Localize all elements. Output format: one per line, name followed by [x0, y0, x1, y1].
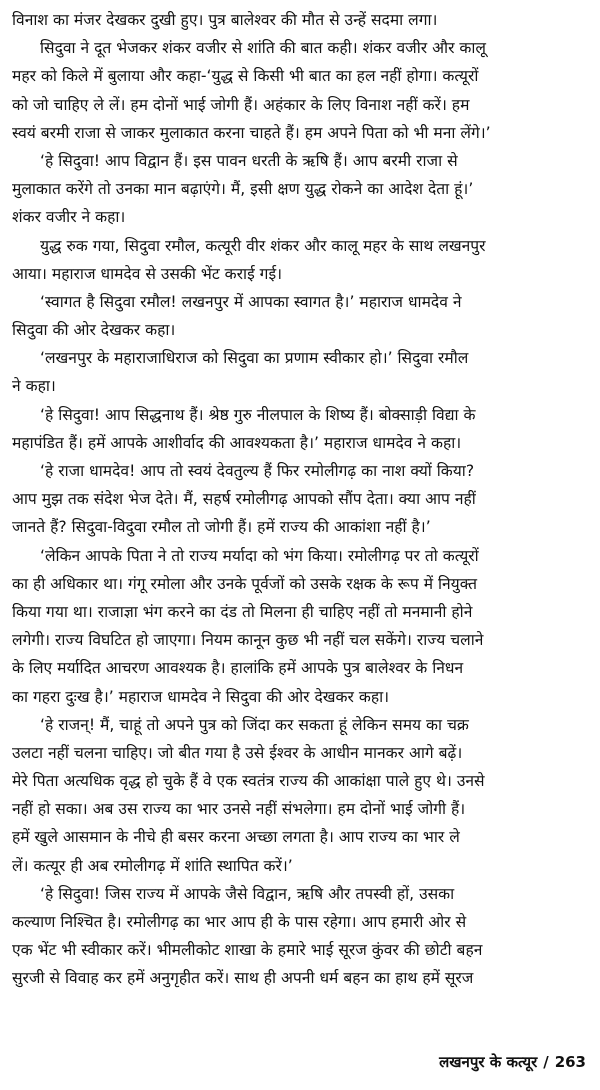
- text-line: मुलाकात करेंगे तो उनका मान बढ़ाएंगे। मैं, इसी क्षण युद्ध रोकने का आदेश देता हूं।’: [12, 180, 474, 199]
- text-line: सिदुवा की ओर देखकर कहा।: [12, 321, 176, 340]
- text-line: हमें खुले आसमान के नीचे ही बसर करना अच्छा लगता है। आप राज्य का भार ले: [12, 828, 460, 847]
- text-line: ‘लखनपुर के महाराजाधिराज को सिदुवा का प्रणाम स्वीकार हो।’ सिदुवा रमौल: [40, 349, 469, 368]
- page-footer: [439, 1052, 586, 1072]
- text-line: युद्ध रुक गया, सिदुवा रमौल, कत्यूरी वीर शंकर और कालू महर के साथ लखनपुर: [40, 236, 486, 255]
- text-line: जानते हैं? सिदुवा-विदुवा रमौल तो जोगी हैं। हमें राज्य की आकांशा नहीं है।’: [12, 518, 431, 537]
- text-line: ‘स्वागत है सिदुवा रमौल! लखनपुर में आपका स्वागत है।’ महाराज धामदेव ने: [40, 292, 462, 311]
- text-line: आप मुझ तक संदेश भेज देते। मैं, सहर्ष रमोलीगढ़ आपको सौंप देता। क्या आप नहीं: [12, 490, 476, 509]
- text-line: महापंडित हैं। हमें आपके आशीर्वाद की आवश्यकता है।’ महाराज धामदेव ने कहा।: [12, 433, 462, 452]
- text-line: ‘हे सिदुवा! जिस राज्य में आपके जैसे विद्वान, ऋषि और तपस्वी हों, उसका: [40, 884, 455, 903]
- text-line: मेरे पिता अत्यधिक वृद्ध हो चुके हैं वे एक स्वतंत्र राज्य की आकांक्षा पाले हुए थे। उनसे: [12, 772, 485, 791]
- text-line: ‘हे राजा धामदेव! आप तो स्वयं देवतुल्य हैं फिर रमोलीगढ़ का नाश क्यों किया?: [40, 462, 475, 480]
- text-line: ‘लेकिन आपके पिता ने तो राज्य मर्यादा को भंग किया। रमोलीगढ़ पर तो कत्यूरों: [40, 546, 479, 565]
- text-line: शंकर वजीर ने कहा।: [12, 208, 126, 227]
- text-line: ने कहा।: [12, 377, 56, 396]
- text-line: विनाश का मंजर देखकर दुखी हुए। पुत्र बालेश्वर की मौत से उन्हें सदमा लगा।: [12, 11, 438, 29]
- text-line: एक भेंट भी स्वीकार करें। भीमलीकोट शाखा के हमारे भाई सूरज कुंवर की छोटी बहन: [12, 941, 483, 960]
- text-line: का ही अधिकार था। गंगू रमोला और उनके पूर्वजों को उसके रक्षक के रूप में नियुक्त: [12, 574, 477, 593]
- text-line: नहीं हो सका। अब उस राज्य का भार उनसे नहीं संभलेगा। हम दोनों भाई जोगी हैं।: [12, 800, 466, 819]
- text-line: लें। कत्यूर ही अब रमोलीगढ़ में शांति स्थापित करें।’: [12, 856, 293, 875]
- text-line: सुरजी से विवाह कर हमें अनुगृहीत करें। साथ ही अपनी धर्म बहन का हाथ हमें सूरज: [12, 969, 474, 988]
- text-line: कल्याण निश्चित है। रमोलीगढ़ का भार आप ही के पास रहेगा। आप हमारी ओर से: [12, 913, 467, 931]
- text-line: के लिए मर्यादित आचरण आवश्यक है। हालांकि हमें आपके पुत्र बालेश्वर के निधन: [12, 659, 464, 678]
- text-line: का गहरा दुःख है।’ महाराज धामदेव ने सिदुवा की ओर देखकर कहा।: [12, 687, 390, 706]
- footer-separator: /: [543, 1053, 549, 1071]
- text-line: ‘हे राजन्! मैं, चाहूं तो अपने पुत्र को जिंदा कर सकता हूं लेकिन समय का चक्र: [40, 715, 469, 734]
- running-title: लखनपुर के कत्यूर: [439, 1053, 538, 1071]
- text-line: लगेगी। राज्य विघटित हो जाएगा। नियम कानून कुछ भी नहीं चल सकेंगे। राज्य चलाने: [12, 631, 484, 650]
- text-line: महर को किले में बुलाया और कहा-‘युद्ध से किसी भी बात का हल नहीं होगा। कत्यूरों: [12, 67, 479, 86]
- text-line: उलटा नहीं चलना चाहिए। जो बीत गया है उसे ईश्वर के आधीन मानकर आगे बढ़ें।: [12, 743, 463, 762]
- page-number: 263: [554, 1053, 586, 1071]
- text-line: किया गया था। राजाज्ञा भंग करने का दंड तो मिलना ही चाहिए नहीं तो मनमानी होने: [12, 602, 473, 621]
- text-line: स्वयं बरमी राजा से जाकर मुलाकात करना चाहते हैं। हम अपने पिता को भी मना लेंगे।’: [12, 123, 491, 142]
- text-line: सिदुवा ने दूत भेजकर शंकर वजीर से शांति की बात कही। शंकर वजीर और कालू: [40, 39, 486, 58]
- text-line: ‘हे सिदुवा! आप विद्वान हैं। इस पावन धरती के ऋषि हैं। आप बरमी राजा से: [40, 151, 458, 170]
- text-line: आया। महाराज धामदेव से उसकी भेंट कराई गई।: [12, 264, 283, 283]
- text-line: ‘हे सिदुवा! आप सिद्धनाथ हैं। श्रेष्ठ गुरु नीलपाल के शिष्य हैं। बोक्साड़ी विद्या के: [40, 405, 476, 424]
- text-line: को जो चाहिए ले लें। हम दोनों भाई जोगी हैं। अहंकार के लिए विनाश नहीं करें। हम: [12, 95, 470, 114]
